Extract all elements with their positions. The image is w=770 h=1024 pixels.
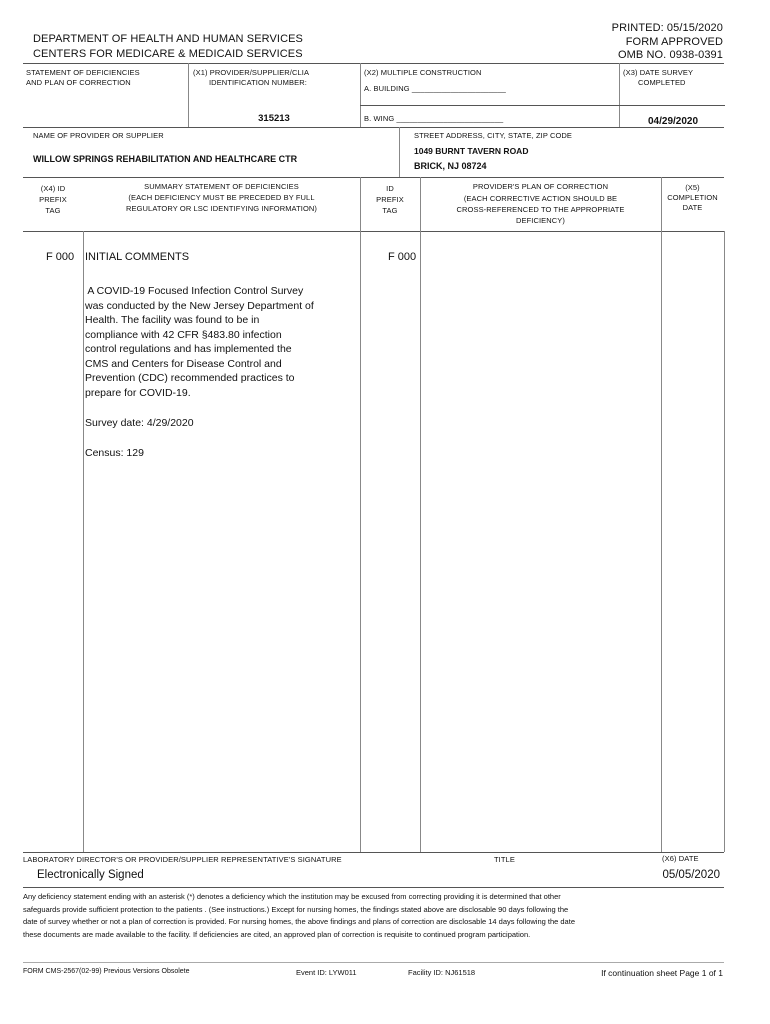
notice-line: safeguards provide sufficient protection to the patients . (See instructions.) Except for nursing homes, the findings stated above are disclosable 90 days following the [23,904,569,914]
entry-paragraph [85,284,355,400]
address-label: STREET ADDRESS, CITY, STATE, ZIP CODE [414,131,573,140]
column-header-rule [23,177,724,178]
department-line-1: DEPARTMENT OF HEALTH AND HUMAN SERVICES [33,33,303,45]
divider-x2 [360,63,361,127]
event-id: Event ID: LYW011 [296,968,357,977]
x2-building: A. BUILDING ______________________ [364,84,506,93]
form-approved: FORM APPROVED [625,36,723,48]
x4-label-1: (X4) ID [40,184,66,193]
tag-left: F 000 [46,251,75,263]
printed-date: PRINTED: 05/15/2020 [611,22,723,34]
city-state-zip: BRICK, NJ 08724 [414,161,487,171]
electronic-signature: Electronically Signed [37,869,144,881]
census-line: Census: 129 [85,447,144,459]
column-divider-3 [420,177,421,852]
column-divider-4 [661,177,662,852]
paragraph-line: was conducted by the New Jersey Department of [85,299,314,312]
address-divider [399,127,400,177]
summary-label-2: (EACH DEFICIENCY MUST BE PRECEDED BY FULL [128,193,315,202]
provider-number: 315213 [258,113,290,124]
omb-number: OMB NO. 0938-0391 [617,49,723,61]
paragraph-line: CMS and Centers for Disease Control and [85,357,282,370]
paragraph-line: compliance with 42 CFR §483.80 infection [85,328,282,341]
statement-label-1: STATEMENT OF DEFICIENCIES [26,68,140,77]
x4-label-2: PREFIX [39,195,67,204]
continuation-page: If continuation sheet Page 1 of 1 [601,968,723,978]
plan-label-2: (EACH CORRECTIVE ACTION SHOULD BE [463,194,618,203]
notice-line: Any deficiency statement ending with an asterisk (*) denotes a deficiency which the institution may be excused from correcting providing it is determined that other [23,892,561,901]
x2-wing: B. WING _________________________ [364,114,504,123]
tag-right: F 000 [388,251,417,263]
body-top-rule [23,231,724,232]
x1-label-2: IDENTIFICATION NUMBER: [209,78,307,87]
provider-name: WILLOW SPRINGS REHABILITATION AND HEALTHCARE CTR [33,154,298,164]
id-label-3: TAG [382,206,398,215]
footer-rule [23,962,724,963]
paragraph-line: A COVID-19 Focused Infection Control Survey [85,285,304,297]
id-label-1: ID [386,184,394,193]
plan-label-3: CROSS-REFERENCED TO THE APPROPRIATE [456,205,625,214]
x5-label-2: COMPLETION [667,193,718,202]
plan-label-4: DEFICIENCY) [515,216,566,225]
x3-label-1: (X3) DATE SURVEY [623,68,694,77]
department-line-2: CENTERS FOR MEDICARE & MEDICAID SERVICES [33,48,303,60]
paragraph-line: Prevention (CDC) recommended practices to [85,372,295,384]
facility-id: Facility ID: NJ61518 [408,968,476,977]
paragraph-line: control regulations and has implemented the [85,343,292,355]
title-label: TITLE [494,855,515,864]
signature-label: LABORATORY DIRECTOR'S OR PROVIDER/SUPPLIER REPRESENTATIVE'S SIGNATURE [23,855,342,864]
x5-label-3: DATE [682,203,703,212]
signature-date: 05/05/2020 [662,869,720,881]
x1-label-1: (X1) PROVIDER/SUPPLIER/CLIA [193,68,310,77]
summary-label-1: SUMMARY STATEMENT OF DEFICIENCIES [144,182,299,191]
x6-date-label: (X6) DATE [662,854,699,863]
wing-divider [360,105,725,106]
notice-line: these documents are made available to the facility. If deficiencies are cited, an approved plan of correction is requisite to continued program participation. [23,929,531,939]
entry-heading: INITIAL COMMENTS [85,251,190,263]
notice-top-rule [23,887,724,888]
survey-date: 04/29/2020 [648,116,699,127]
paragraph-line: Health. The facility was found to be in [85,314,260,326]
summary-label-3: REGULATORY OR LSC IDENTIFYING INFORMATION) [125,204,318,213]
x5-label-1: (X5) [685,183,700,192]
id-label-2: PREFIX [376,195,404,204]
street-address: 1049 BURNT TAVERN ROAD [414,146,529,156]
plan-label-1: PROVIDER'S PLAN OF CORRECTION [472,182,609,191]
x2-label: (X2) MULTIPLE CONSTRUCTION [364,68,482,77]
name-row-rule [23,127,724,128]
provider-name-label: NAME OF PROVIDER OR SUPPLIER [33,131,164,140]
notice-text [23,891,575,941]
x4-label-3: TAG [45,206,61,215]
paragraph-line: prepare for COVID-19. [85,386,191,399]
survey-date-line: Survey date: 4/29/2020 [85,417,194,429]
signature-top-rule [23,852,724,853]
column-divider-right [724,231,725,852]
divider-x3 [619,63,620,127]
form-number: FORM CMS-2567(02-99) Previous Versions Obsolete [23,968,190,975]
notice-line: date of survey whether or not a plan of correction is provided. For nursing homes, the above findings and plans of correction are disclosable 14 days following the date [23,917,575,926]
column-divider-1 [83,231,84,852]
statement-label-2: AND PLAN OF CORRECTION [26,78,131,87]
column-divider-2 [360,177,361,852]
x3-label-2: COMPLETED [638,78,686,87]
